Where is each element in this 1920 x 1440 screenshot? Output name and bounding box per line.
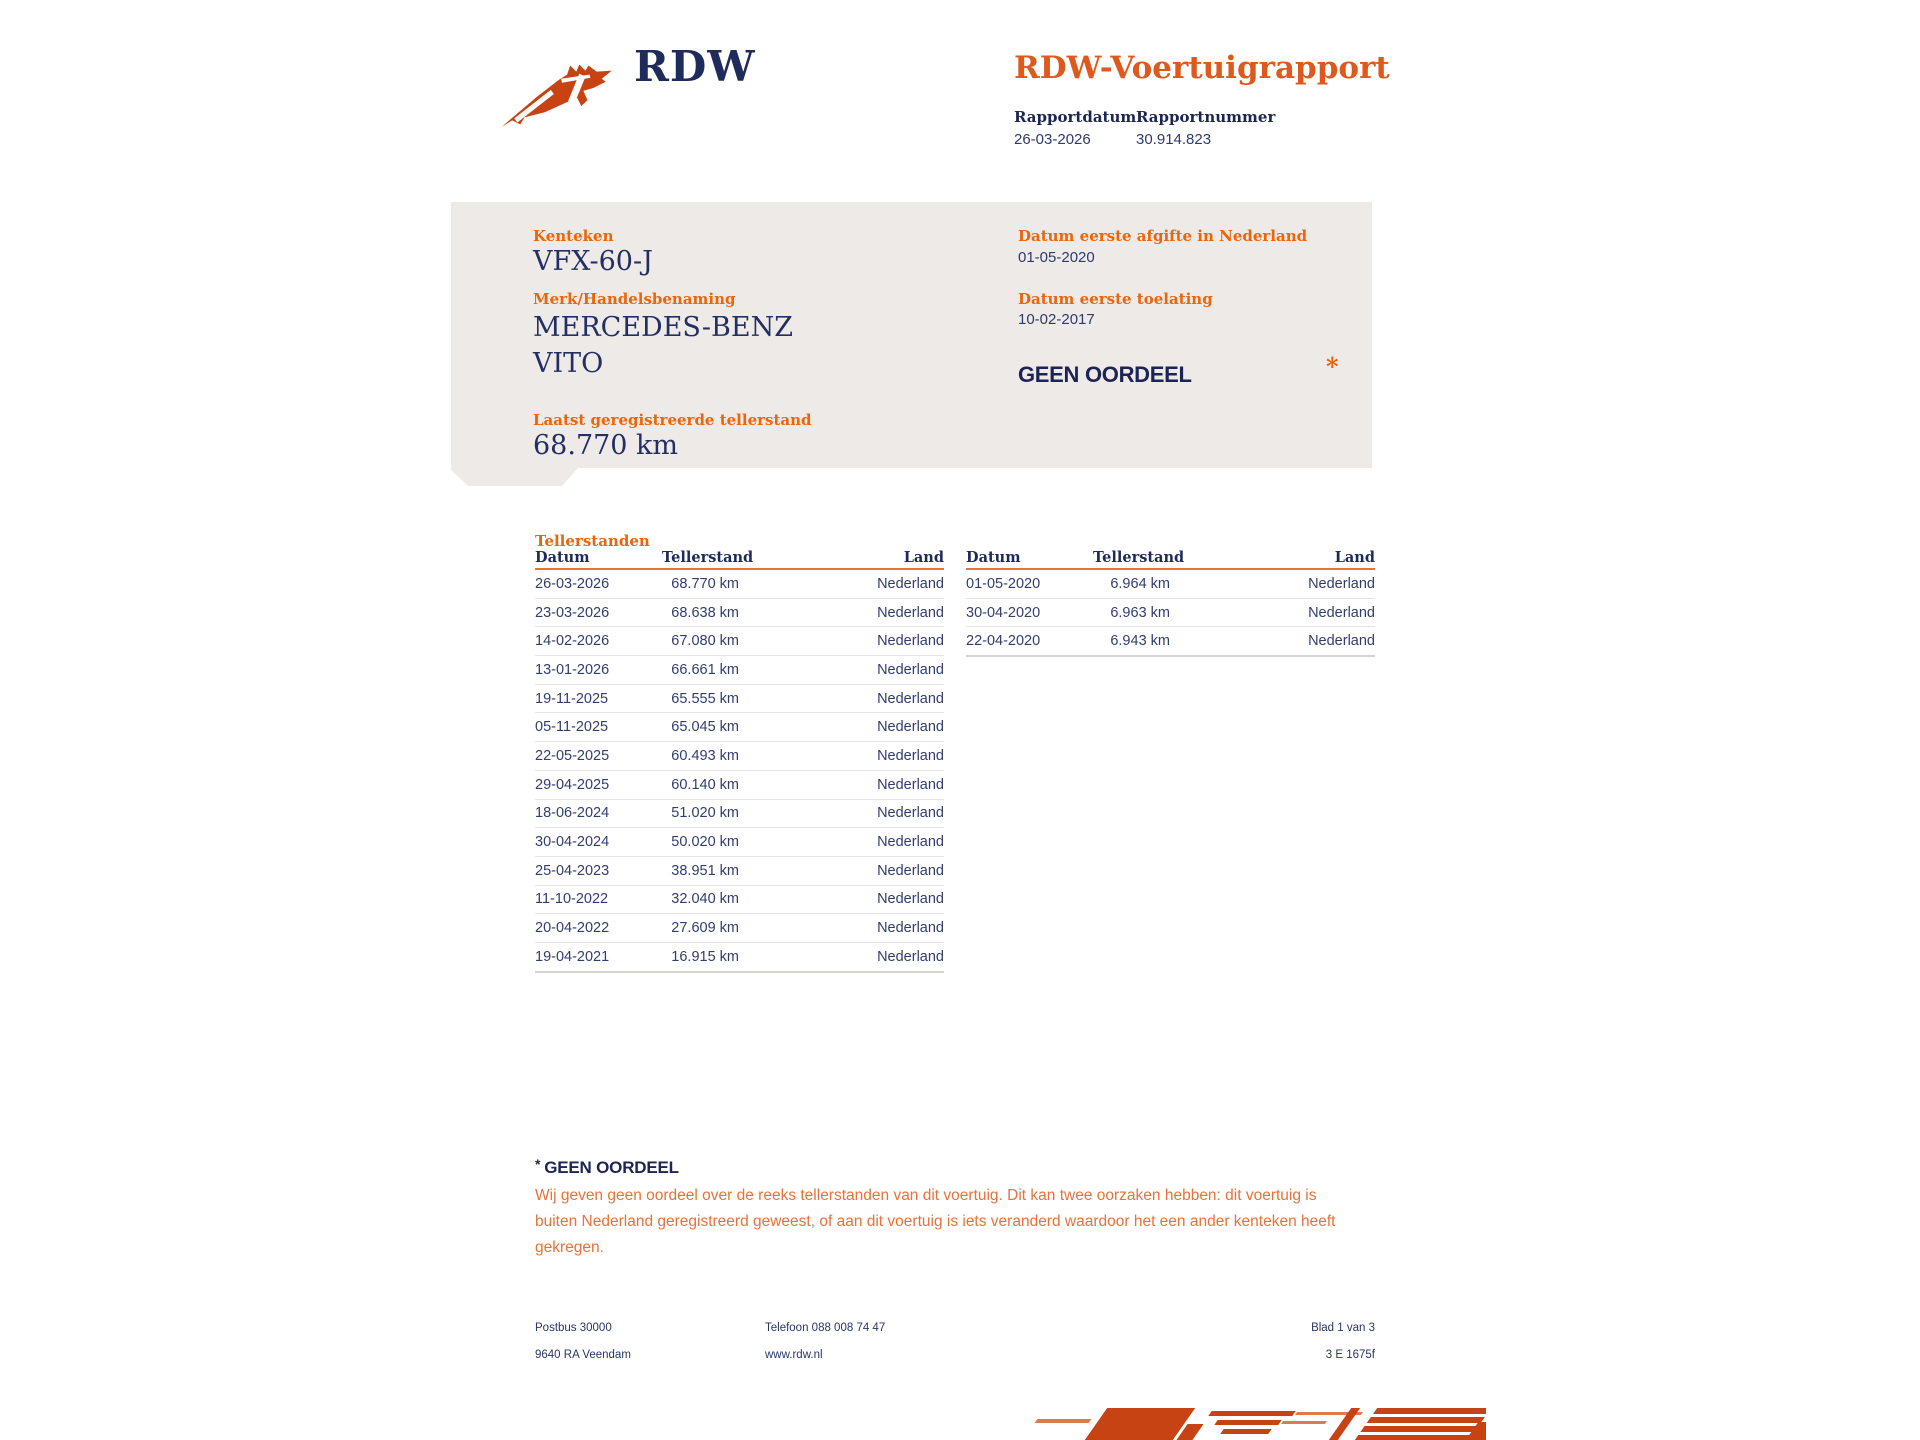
row-km: 51.020 km [671,805,739,822]
rdw-wing-logo-icon [500,60,620,130]
column-header-land: Land [903,549,944,566]
table-row [535,742,944,771]
row-km: 32.040 km [671,891,739,908]
row-km: 60.493 km [671,747,739,764]
row-km: 60.140 km [671,776,739,793]
table-header [535,549,944,570]
row-date: 22-04-2020 [966,633,1041,650]
row-land: Nederland [1308,633,1375,650]
row-km: 68.638 km [671,604,739,621]
row-km: 6.963 km [1110,604,1170,621]
row-land: Nederland [877,805,944,822]
row-date: 25-04-2023 [535,862,610,879]
afgifte-value: 01-05-2020 [1018,249,1095,266]
row-land: Nederland [877,834,944,851]
afgifte-label: Datum eerste afgifte in Nederland [1018,227,1308,245]
row-land: Nederland [877,575,944,592]
tellerstand-label: Laatst geregistreerde tellerstand [533,411,812,429]
footer-website: www.rdw.nl [765,1349,823,1361]
footer-phone: Telefoon 088 008 74 47 [765,1322,886,1334]
column-header-datum: Datum [535,549,590,566]
row-land: Nederland [877,948,944,965]
table-header [966,549,1375,570]
oordeel-asterisk: * [1326,352,1339,381]
row-km: 27.609 km [671,920,739,937]
report-date-label: Rapportdatum [1014,108,1137,126]
row-km: 67.080 km [671,633,739,650]
row-km: 6.943 km [1110,633,1170,650]
table-row [535,943,944,971]
table-row [966,599,1375,628]
row-date: 01-05-2020 [966,575,1041,592]
row-date: 19-11-2025 [535,690,609,707]
row-date: 19-04-2021 [535,948,610,965]
row-km: 50.020 km [671,834,739,851]
column-header-tellerstand: Tellerstand [662,549,754,566]
table-row [966,627,1375,655]
footer-page-number: Blad 1 van 3 [1311,1322,1375,1334]
row-date: 22-05-2025 [535,747,610,764]
kenteken-value: VFX-60-J [533,246,653,277]
row-land: Nederland [877,719,944,736]
column-header-land: Land [1334,549,1375,566]
table-row [535,685,944,714]
merk-line2: VITO [533,348,604,379]
report-date-value: 26-03-2026 [1014,131,1091,148]
merk-line1: MERCEDES-BENZ [533,312,793,343]
table-row [535,828,944,857]
tellerstand-value: 68.770 km [533,430,679,461]
oordeel-status: GEEN OORDEEL [1018,362,1192,387]
row-land: Nederland [877,633,944,650]
toelating-value: 10-02-2017 [1018,311,1095,328]
report-number-label: Rapportnummer [1136,108,1276,126]
table-row [535,570,944,599]
row-date: 18-06-2024 [535,805,610,822]
report-number-value: 30.914.823 [1136,131,1212,148]
row-date: 11-10-2022 [535,891,609,908]
row-km: 68.770 km [671,575,739,592]
row-km: 65.045 km [671,719,739,736]
tellerstanden-table-1 [535,549,944,973]
row-land: Nederland [1308,604,1375,621]
row-land: Nederland [877,920,944,937]
table-row [535,800,944,829]
row-km: 65.555 km [671,690,739,707]
table-row [535,914,944,943]
row-date: 05-11-2025 [535,719,609,736]
table-row [535,857,944,886]
explanation-asterisk: * [535,1156,541,1172]
table-row [535,771,944,800]
row-land: Nederland [877,747,944,764]
row-date: 20-04-2022 [535,920,610,937]
explanation-title-text: GEEN OORDEEL [544,1158,679,1177]
row-date: 30-04-2024 [535,834,610,851]
tellerstanden-section-title: Tellerstanden [535,532,650,550]
rdw-logotype: RDW [634,42,756,91]
row-km: 38.951 km [671,862,739,879]
row-date: 14-02-2026 [535,633,610,650]
row-land: Nederland [877,661,944,678]
row-land: Nederland [877,891,944,908]
table-row [535,886,944,915]
row-land: Nederland [877,604,944,621]
kenteken-label: Kenteken [533,227,614,245]
table-row [966,570,1375,599]
merk-value [533,310,793,382]
explanation-body: Wij geven geen oordeel over de reeks tellerstanden van dit voertuig. Dit kan twee oorzaken hebben: dit voertuig is buiten Nederland geregistreerd geweest, of aan dit voertuig is iets veranderd waardoor het een ander kenteken heeft gekregen. [535,1187,1336,1256]
footer-address-line1: Postbus 30000 [535,1322,612,1334]
rdw-wing-watermark-graphic [1034,1408,1486,1440]
row-land: Nederland [877,862,944,879]
table-row [535,713,944,742]
tellerstanden-table-2 [966,549,1375,657]
row-date: 29-04-2025 [535,776,610,793]
table-row [535,627,944,656]
row-date: 30-04-2020 [966,604,1041,621]
footer-form-code: 3 E 1675f [1325,1349,1375,1361]
toelating-label: Datum eerste toelating [1018,290,1213,308]
table-rows [535,570,944,973]
column-header-datum: Datum [966,549,1021,566]
merk-label: Merk/Handelsbenaming [533,290,736,308]
footer-address-line2: 9640 RA Veendam [535,1349,631,1361]
table-row [535,599,944,628]
row-km: 6.964 km [1110,575,1170,592]
row-date: 26-03-2026 [535,575,610,592]
row-date: 13-01-2026 [535,661,610,678]
row-land: Nederland [1308,575,1375,592]
row-km: 66.661 km [671,661,739,678]
row-date: 23-03-2026 [535,604,610,621]
explanation-title [535,1156,679,1178]
row-land: Nederland [877,690,944,707]
row-land: Nederland [877,776,944,793]
row-km: 16.915 km [671,948,739,965]
table-rows [966,570,1375,657]
column-header-tellerstand: Tellerstand [1093,549,1185,566]
page-title: RDW-Voertuigrapport [1014,50,1390,86]
table-row [535,656,944,685]
